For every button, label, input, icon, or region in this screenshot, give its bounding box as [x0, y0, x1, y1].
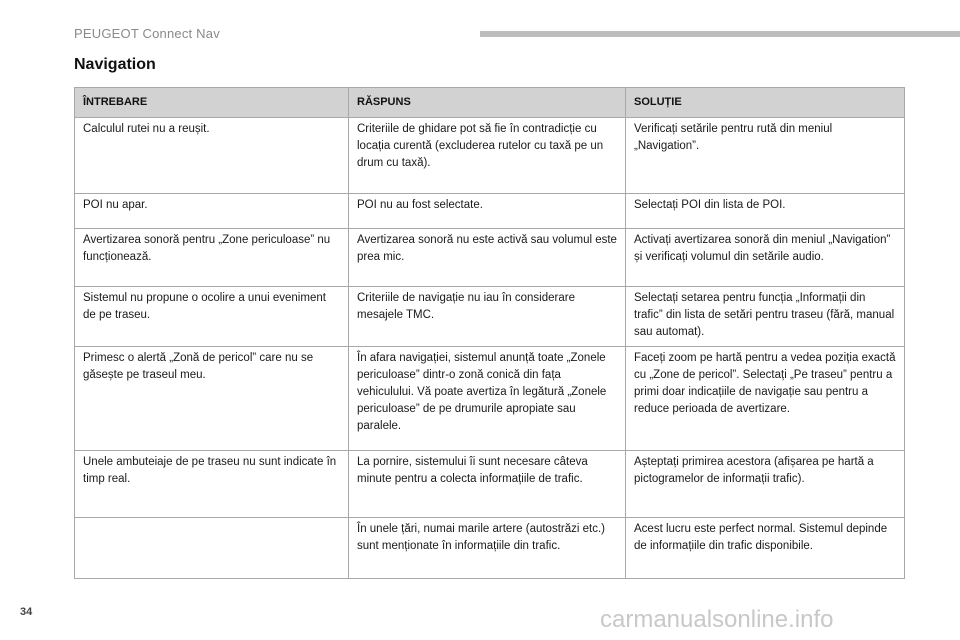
table-row — [75, 194, 905, 229]
cell-question: Calculul rutei nu a reușit. — [75, 118, 349, 194]
table-row — [75, 118, 905, 194]
table-row — [75, 287, 905, 347]
cell-answer: Criteriile de navigație nu iau în considerare mesajele TMC. — [349, 287, 626, 347]
cell-solution: Faceți zoom pe hartă pentru a vedea poziția exactă cu „Zone de pericol”. Selectați „Pe traseu” pentru a primi doar indicațiile de navigație sau pentru a reduce perioada de avertizare. — [626, 347, 905, 451]
cell-question: Sistemul nu propune o ocolire a unui eveniment de pe traseu. — [75, 287, 349, 347]
manual-brand-header: PEUGEOT Connect Nav — [74, 26, 220, 41]
cell-answer: La pornire, sistemului îi sunt necesare câteva minute pentru a colecta informațiile de trafic. — [349, 451, 626, 518]
table-header-row — [75, 88, 905, 118]
column-header-solution: SOLUȚIE — [626, 88, 905, 118]
section-title: Navigation — [74, 56, 156, 73]
cell-question — [75, 518, 349, 579]
troubleshooting-table — [74, 87, 905, 579]
cell-question: Unele ambuteiaje de pe traseu nu sunt indicate în timp real. — [75, 451, 349, 518]
cell-solution: Activați avertizarea sonoră din meniul „Navigation” și verificați volumul din setările audio. — [626, 229, 905, 287]
cell-question: POI nu apar. — [75, 194, 349, 229]
column-header-question: ÎNTREBARE — [75, 88, 349, 118]
table-row — [75, 451, 905, 518]
page-number: 34 — [20, 606, 33, 618]
cell-question: Avertizarea sonoră pentru „Zone periculoase” nu funcționează. — [75, 229, 349, 287]
column-header-answer: RĂSPUNS — [349, 88, 626, 118]
cell-answer: POI nu au fost selectate. — [349, 194, 626, 229]
watermark: carmanualsonline.info — [600, 606, 834, 633]
cell-question: Primesc o alertă „Zonă de pericol” care nu se găsește pe traseul meu. — [75, 347, 349, 451]
cell-solution: Selectați POI din lista de POI. — [626, 194, 905, 229]
cell-solution: Selectați setarea pentru funcția „Informații din trafic” din lista de setări pentru traseu (fără, manual sau automat). — [626, 287, 905, 347]
cell-solution: Verificați setările pentru rută din meniul „Navigation”. — [626, 118, 905, 194]
cell-answer: În afara navigației, sistemul anunță toate „Zonele periculoase” dintr-o zonă conică din fața vehiculului. Vă poate avertiza în legătură „Zonele periculoase” de pe drumurile apropiate sau paralele. — [349, 347, 626, 451]
table-row — [75, 518, 905, 579]
cell-solution: Așteptați primirea acestora (afișarea pe hartă a pictogramelor de informații trafic). — [626, 451, 905, 518]
cell-answer: Avertizarea sonoră nu este activă sau volumul este prea mic. — [349, 229, 626, 287]
cell-answer: Criteriile de ghidare pot să fie în contradicție cu locația curentă (excluderea rutelor cu taxă pe un drum cu taxă). — [349, 118, 626, 194]
cell-answer: În unele țări, numai marile artere (autostrăzi etc.) sunt menționate în informațiile din trafic. — [349, 518, 626, 579]
cell-solution: Acest lucru este perfect normal. Sistemul depinde de informațiile din trafic disponibile. — [626, 518, 905, 579]
table-row — [75, 229, 905, 287]
table-row — [75, 347, 905, 451]
header-divider-bar — [480, 31, 960, 37]
